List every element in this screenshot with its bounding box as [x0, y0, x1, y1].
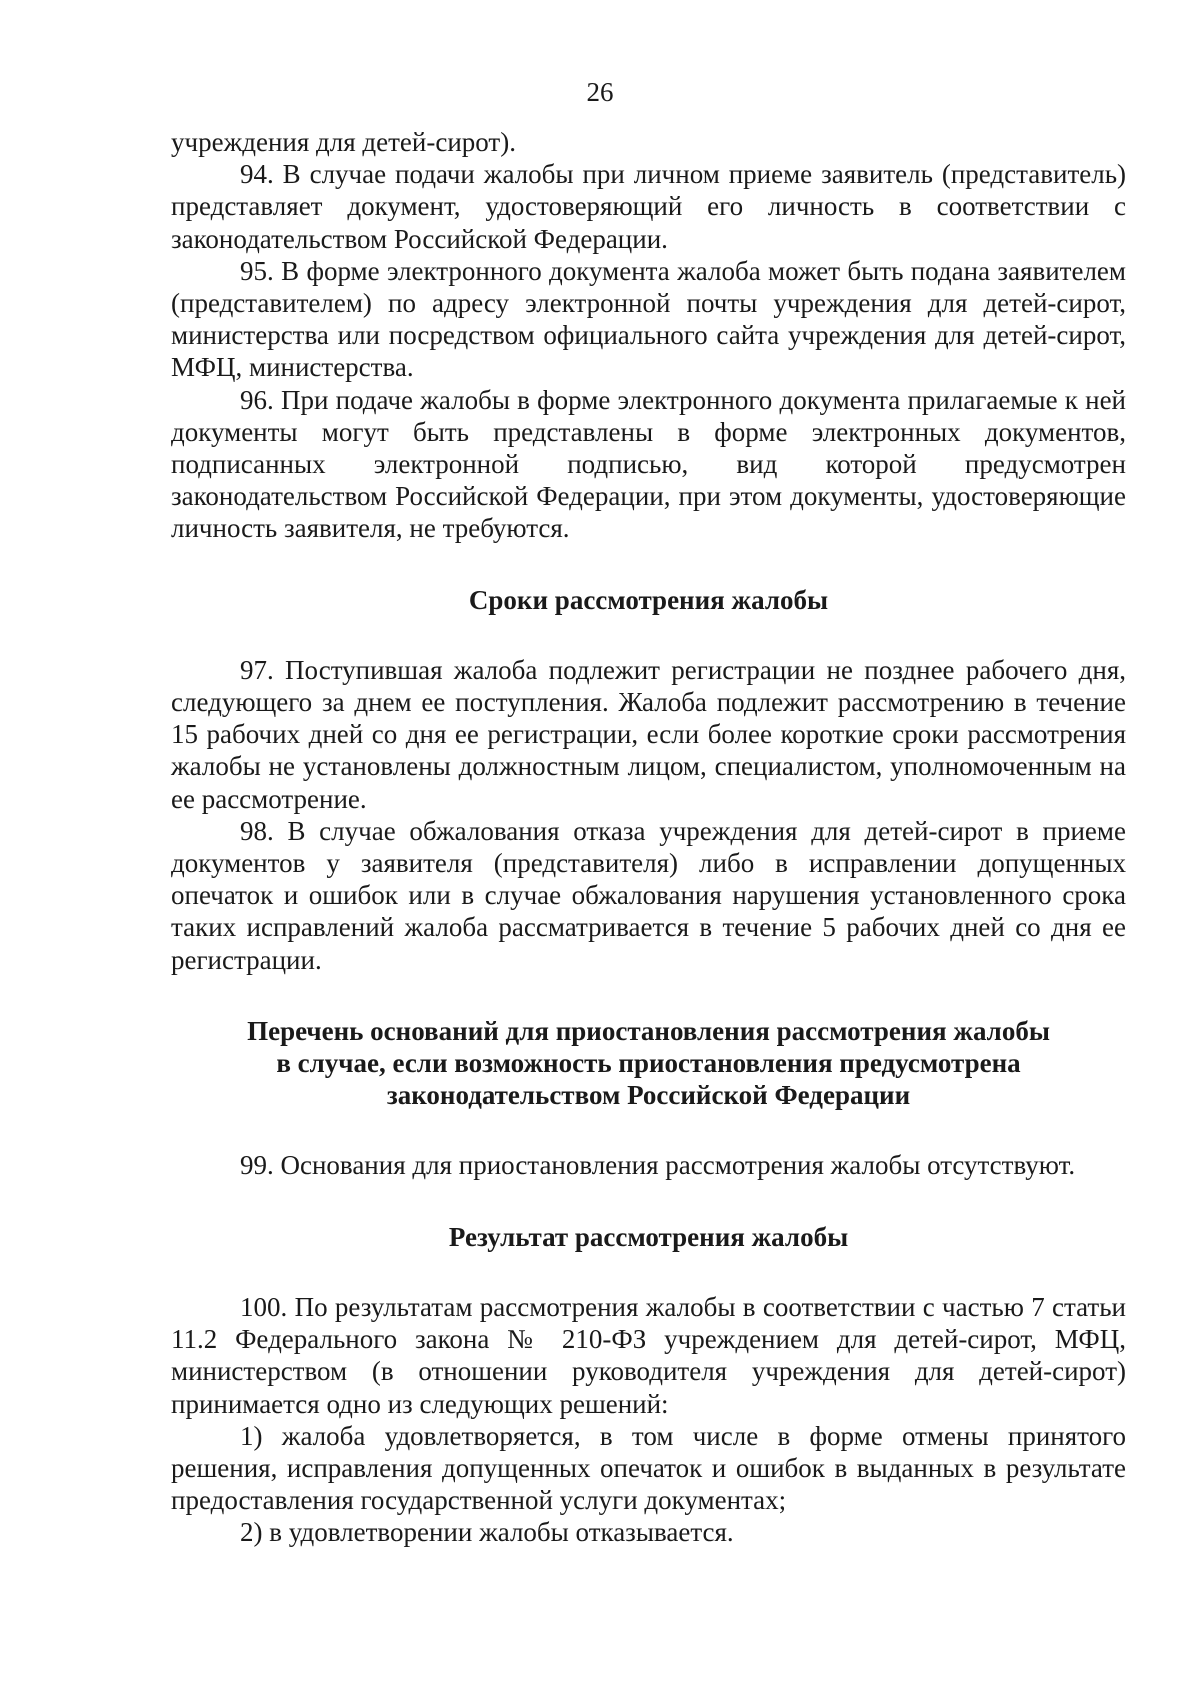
paragraph-99: 99. Основания для приостановления рассмотрения жалобы отсутствуют.: [240, 1150, 1076, 1181]
paragraph-98: 98. В случае обжалования отказа учреждения для детей-сирот в приеме документов у заявителя (представителя) либо в исправлении допущенных опечаток и ошибок или в случае обжалования нарушения установленного срока таких исправлений жалоба рассматривается в течение 5 рабочих дней со дня ее регистрации.: [171, 815, 1126, 975]
paragraph-97: 97. Поступившая жалоба подлежит регистрации не позднее рабочего дня, следующего за днем ее поступления. Жалоба подлежит рассмотрению в течение 15 рабочих дней со дня ее регистрации, если более короткие сроки рассмотрения жалобы не установлены должностным лицом, специалистом, уполномоченным на ее рассмотрение.: [171, 654, 1126, 814]
continuation-text: учреждения для детей-сирот).: [171, 127, 516, 157]
heading-line-3: законодательством Российской Федерации: [386, 1080, 911, 1111]
section-heading-review-result: Результат рассмотрения жалобы: [448, 1221, 849, 1252]
heading-line-2: в случае, если возможность приостановления предусмотрена: [276, 1048, 1021, 1079]
paragraph-100: 100. По результатам рассмотрения жалобы в соответствии с частью 7 статьи 11.2 Федерального закона № 210-ФЗ учреждением для детей-сирот, МФЦ, министерством (в отношении руководителя учреждения для детей-сирот) принимается одно из следующих решений:: [171, 1291, 1126, 1419]
paragraph-96: 96. При подаче жалобы в форме электронного документа прилагаемые к ней документы могут быть представлены в форме электронных документов, подписанных электронной подписью, вид которой предусмотрен законодательством Российской Федерации, при этом документы, удостоверяющие личность заявителя, не требуются.: [171, 384, 1126, 544]
paragraph-95: 95. В форме электронного документа жалоба может быть подана заявителем (представителем) по адресу электронной почты учреждения для детей-сирот, министерства или посредством официального сайта учреждения для детей-сирот, МФЦ, министерства.: [171, 255, 1126, 383]
section-heading-suspension-grounds: [171, 1015, 1126, 1112]
list-item-1: 1) жалоба удовлетворяется, в том числе в форме отмены принятого решения, исправления допущенных опечаток и ошибок в выданных в результате предоставления государственной услуги документах;: [171, 1420, 1126, 1516]
section-heading-review-terms: Сроки рассмотрения жалобы: [468, 584, 829, 615]
page-number: 26: [586, 77, 614, 107]
paragraph-94: 94. В случае подачи жалобы при личном приеме заявитель (представитель) представляет документ, удостоверяющий его личность в соответствии с законодательством Российской Федерации.: [171, 159, 1126, 254]
document-body: [171, 126, 1126, 1549]
heading-line-1: Перечень оснований для приостановления рассмотрения жалобы: [247, 1015, 1050, 1046]
list-item-2: 2) в удовлетворении жалобы отказывается.: [240, 1517, 734, 1548]
